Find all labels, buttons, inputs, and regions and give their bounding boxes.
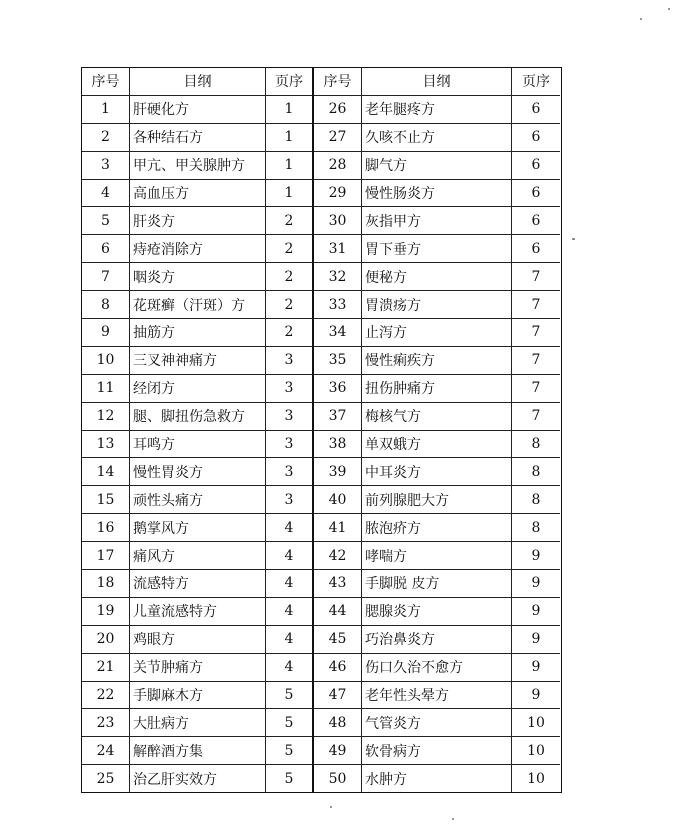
table-row	[82, 458, 312, 486]
entry-page: 7	[531, 408, 541, 425]
header-row-right	[314, 68, 560, 96]
entry-title: 梅核气方	[362, 403, 512, 430]
entry-number: 42	[314, 542, 362, 569]
table-row	[82, 180, 312, 208]
entry-title: 鹅掌风方	[130, 514, 266, 541]
entry-page: 8	[531, 519, 541, 536]
entry-title: 高血压方	[130, 180, 266, 207]
table-row	[82, 403, 312, 431]
header-title: 目纲	[130, 68, 266, 95]
entry-title: 胃下垂方	[362, 235, 512, 262]
entry-title: 治乙肝实效方	[130, 765, 266, 792]
entry-page: 4	[284, 659, 294, 676]
table-row	[314, 654, 560, 682]
entry-title: 巧治鼻炎方	[362, 626, 512, 653]
entry-page: 7	[531, 380, 541, 397]
entry-number: 38	[314, 431, 362, 458]
table-row	[314, 96, 560, 124]
entry-number: 32	[314, 263, 362, 290]
entry-title: 慢性胃炎方	[130, 458, 266, 485]
entry-page: 7	[531, 268, 541, 285]
entry-number: 1	[82, 96, 130, 123]
entry-title: 老年腿疼方	[362, 96, 512, 123]
entry-page: 5	[284, 714, 294, 731]
header-row-left	[82, 68, 312, 96]
entry-number: 18	[82, 570, 130, 597]
entry-number: 19	[82, 598, 130, 625]
entry-number: 46	[314, 654, 362, 681]
entry-page: 9	[531, 631, 541, 648]
toc-left-column	[82, 68, 314, 792]
entry-page: 5	[284, 687, 294, 704]
table-row	[82, 152, 312, 180]
table-row	[82, 291, 312, 319]
entry-number: 4	[82, 180, 130, 207]
entry-title: 慢性肠炎方	[362, 180, 512, 207]
entry-number: 21	[82, 654, 130, 681]
entry-title: 儿童流感特方	[130, 598, 266, 625]
entry-title: 肝硬化方	[130, 96, 266, 123]
entry-title: 鸡眼方	[130, 626, 266, 653]
table-row	[314, 765, 560, 792]
entry-page: 1	[284, 185, 294, 201]
table-row	[82, 542, 312, 570]
entry-number: 43	[314, 570, 362, 597]
table-row	[314, 403, 560, 431]
entry-title: 止泻方	[362, 319, 512, 346]
table-row	[314, 152, 560, 180]
entry-number: 10	[82, 347, 130, 374]
entry-page: 10	[527, 742, 545, 759]
entry-title: 耳鸣方	[130, 431, 266, 458]
table-row	[82, 765, 312, 792]
scan-speck	[640, 18, 642, 20]
table-row	[314, 263, 560, 291]
table-row	[314, 486, 560, 514]
entry-number: 26	[314, 96, 362, 123]
entry-page: 10	[527, 770, 545, 787]
entry-number: 16	[82, 514, 130, 541]
entry-number: 13	[82, 431, 130, 458]
entry-page: 3	[284, 491, 294, 508]
table-row	[82, 570, 312, 598]
scan-speck	[572, 238, 575, 240]
entry-title: 哮喘方	[362, 542, 512, 569]
entry-number: 6	[82, 235, 130, 262]
entry-page: 2	[284, 240, 294, 257]
header-title: 目纲	[362, 68, 512, 95]
entry-title: 三叉神神痛方	[130, 347, 266, 374]
table-row	[314, 207, 560, 235]
entry-number: 36	[314, 375, 362, 402]
entry-number: 50	[314, 765, 362, 792]
entry-number: 12	[82, 403, 130, 430]
entry-title: 痔疮消除方	[130, 235, 266, 262]
table-row	[314, 431, 560, 459]
table-row	[82, 654, 312, 682]
table-row	[82, 124, 312, 152]
entry-page: 1	[284, 157, 294, 174]
entry-number: 47	[314, 682, 362, 709]
entry-title: 腿、脚扭伤急救方	[130, 403, 266, 430]
entry-title: 甲亢、甲关腺肿方	[130, 152, 266, 179]
table-row	[82, 486, 312, 514]
header-page: 页序	[275, 74, 303, 91]
entry-page: 3	[284, 352, 294, 369]
entry-number: 33	[314, 291, 362, 318]
entry-page: 9	[531, 575, 541, 592]
entry-page: 6	[531, 157, 541, 174]
entry-number: 25	[82, 765, 130, 792]
table-row	[314, 598, 560, 626]
entry-page: 3	[284, 408, 294, 425]
entry-number: 30	[314, 207, 362, 234]
scan-speck	[452, 818, 454, 820]
table-row	[314, 570, 560, 598]
entry-page: 1	[284, 101, 294, 118]
table-row	[82, 598, 312, 626]
entry-page: 1	[284, 129, 294, 146]
entry-title: 单双蛾方	[362, 431, 512, 458]
entry-title: 手脚麻木方	[130, 682, 266, 709]
entry-title: 解醉酒方集	[130, 737, 266, 764]
entry-number: 7	[82, 263, 130, 290]
entry-title: 慢性痢疾方	[362, 347, 512, 374]
entry-title: 各种结石方	[130, 124, 266, 151]
entry-number: 20	[82, 626, 130, 653]
entry-title: 扭伤肿痛方	[362, 375, 512, 402]
table-row	[82, 709, 312, 737]
entry-title: 关节肿痛方	[130, 654, 266, 681]
entry-page: 2	[284, 268, 294, 285]
table-of-contents	[81, 67, 562, 793]
entry-number: 9	[82, 319, 130, 346]
entry-page: 2	[284, 324, 294, 341]
entry-number: 23	[82, 709, 130, 736]
header-no: 序号	[314, 68, 362, 95]
entry-title: 顽性头痛方	[130, 486, 266, 513]
entry-page: 9	[531, 547, 541, 564]
entry-title: 胃溃疡方	[362, 291, 512, 318]
entry-page: 6	[531, 240, 541, 257]
entry-title: 脚气方	[362, 152, 512, 179]
entry-number: 15	[82, 486, 130, 513]
entry-title: 老年性头晕方	[362, 682, 512, 709]
entry-page: 9	[531, 687, 541, 704]
entry-title: 前列腺肥大方	[362, 486, 512, 513]
entry-number: 14	[82, 458, 130, 485]
entry-page: 3	[284, 380, 294, 397]
entry-page: 5	[284, 742, 294, 759]
entry-title: 脓泡疥方	[362, 514, 512, 541]
entry-page: 4	[284, 519, 294, 536]
entry-number: 49	[314, 737, 362, 764]
entry-page: 7	[531, 324, 541, 341]
entry-number: 11	[82, 375, 130, 402]
entry-number: 44	[314, 598, 362, 625]
entry-number: 41	[314, 514, 362, 541]
entry-number: 29	[314, 180, 362, 207]
entry-page: 6	[531, 185, 541, 201]
entry-title: 痛风方	[130, 542, 266, 569]
entry-page: 8	[531, 463, 541, 480]
scan-speck	[330, 806, 332, 808]
entry-number: 2	[82, 124, 130, 151]
entry-number: 28	[314, 152, 362, 179]
table-row	[314, 682, 560, 710]
entry-title: 抽筋方	[130, 319, 266, 346]
entry-page: 4	[284, 631, 294, 648]
entry-title: 经闭方	[130, 375, 266, 402]
entry-title: 腮腺炎方	[362, 598, 512, 625]
entry-title: 大肚病方	[130, 709, 266, 736]
entry-title: 便秘方	[362, 263, 512, 290]
table-row	[82, 207, 312, 235]
entry-number: 39	[314, 458, 362, 485]
entry-page: 10	[527, 714, 545, 731]
entry-number: 22	[82, 682, 130, 709]
table-row	[314, 626, 560, 654]
table-row	[82, 263, 312, 291]
entry-title: 咽炎方	[130, 263, 266, 290]
entry-title: 水肿方	[362, 765, 512, 792]
entry-number: 40	[314, 486, 362, 513]
table-row	[314, 180, 560, 208]
entry-title: 灰指甲方	[362, 207, 512, 234]
entry-page: 3	[284, 463, 294, 480]
toc-right-column	[314, 68, 560, 792]
table-row	[82, 235, 312, 263]
table-row	[314, 124, 560, 152]
entry-page: 9	[531, 659, 541, 676]
table-row	[82, 431, 312, 459]
table-row	[82, 737, 312, 765]
table-row	[82, 96, 312, 124]
entry-title: 伤口久治不愈方	[362, 654, 512, 681]
entry-page: 4	[284, 603, 294, 620]
entry-page: 8	[531, 436, 541, 453]
entry-title: 软骨病方	[362, 737, 512, 764]
entry-number: 24	[82, 737, 130, 764]
entry-number: 34	[314, 319, 362, 346]
entry-page: 7	[531, 296, 541, 313]
header-page: 页序	[522, 74, 550, 91]
entry-number: 8	[82, 291, 130, 318]
table-row	[314, 291, 560, 319]
entry-title: 流感特方	[130, 570, 266, 597]
table-row	[82, 375, 312, 403]
entry-title: 久咳不止方	[362, 124, 512, 151]
entry-number: 37	[314, 403, 362, 430]
entry-title: 中耳炎方	[362, 458, 512, 485]
table-row	[314, 235, 560, 263]
entry-number: 45	[314, 626, 362, 653]
entry-page: 9	[531, 603, 541, 620]
entry-page: 6	[531, 129, 541, 146]
entry-page: 2	[284, 296, 294, 313]
table-row	[82, 514, 312, 542]
entry-page: 6	[531, 212, 541, 229]
entry-page: 4	[284, 575, 294, 592]
entry-title: 手脚脱 皮方	[362, 570, 512, 597]
entry-page: 4	[284, 547, 294, 564]
entry-page: 3	[284, 436, 294, 453]
entry-page: 6	[531, 101, 541, 118]
table-row	[82, 682, 312, 710]
header-no: 序号	[82, 68, 130, 95]
table-row	[314, 709, 560, 737]
entry-number: 17	[82, 542, 130, 569]
table-row	[82, 626, 312, 654]
entry-number: 35	[314, 347, 362, 374]
entry-page: 7	[531, 352, 541, 369]
entry-number: 48	[314, 709, 362, 736]
entry-page: 2	[284, 212, 294, 229]
entry-page: 5	[284, 770, 294, 787]
table-row	[314, 319, 560, 347]
table-row	[314, 458, 560, 486]
table-row	[314, 514, 560, 542]
entry-title: 肝炎方	[130, 207, 266, 234]
table-row	[314, 347, 560, 375]
entry-title: 气管炎方	[362, 709, 512, 736]
entry-title: 花斑癣（汗斑）方	[130, 291, 266, 318]
entry-number: 31	[314, 235, 362, 262]
scan-speck	[668, 8, 670, 10]
entry-number: 3	[82, 152, 130, 179]
entry-number: 5	[82, 207, 130, 234]
entry-page: 8	[531, 491, 541, 508]
table-row	[314, 375, 560, 403]
table-row	[314, 737, 560, 765]
table-row	[82, 347, 312, 375]
entry-number: 27	[314, 124, 362, 151]
table-row	[82, 319, 312, 347]
table-row	[314, 542, 560, 570]
